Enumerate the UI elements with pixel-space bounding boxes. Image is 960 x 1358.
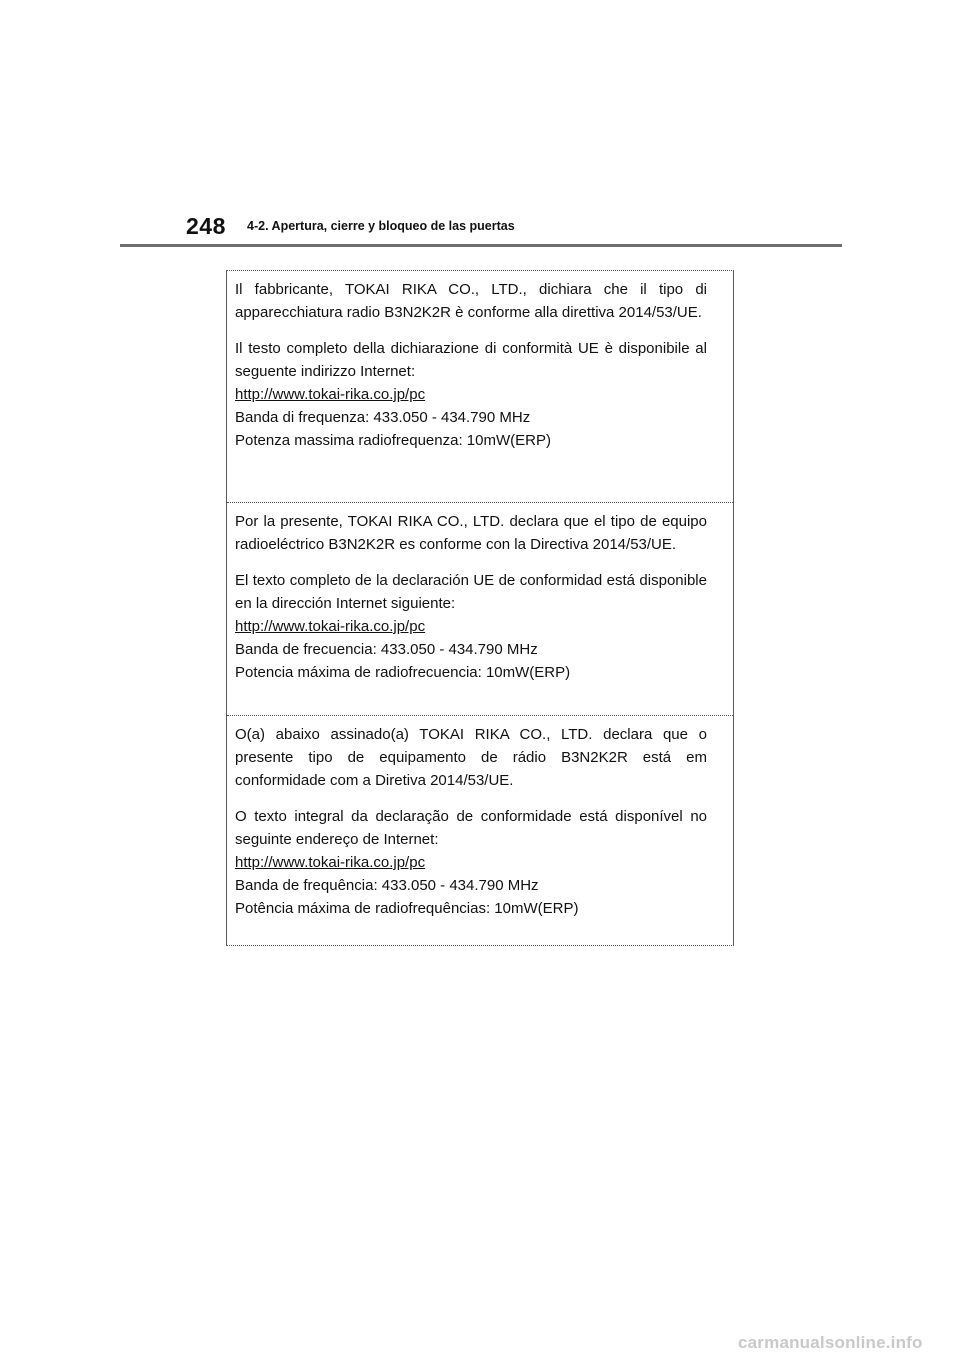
- declaration-block-spanish: [227, 503, 733, 716]
- declaration-block-portuguese: [227, 716, 733, 945]
- max-power: Potência máxima de radiofrequências: 10mW(ERP): [235, 900, 579, 917]
- declaration-box: [226, 270, 734, 946]
- frequency-band: Banda de frecuencia: 433.050 - 434.790 MHz: [235, 641, 538, 658]
- page-number: 248: [186, 213, 226, 239]
- declaration-block-italian: [227, 271, 733, 503]
- declaration-statement: O(a) abaixo assinado(a) TOKAI RIKA CO., LTD. declara que o presente tipo de equipamento de rádio B3N2K2R está em conformidade com a Diretiva 2014/53/UE.: [235, 726, 707, 789]
- declaration-statement: Por la presente, TOKAI RIKA CO., LTD. declara que el tipo de equipo radioeléctrico B3N2K2R es conforme con la Directiva 2014/53/UE.: [235, 513, 707, 553]
- declaration-link[interactable]: http://www.tokai-rika.co.jp/pc: [235, 618, 426, 635]
- max-power: Potenza massima radiofrequenza: 10mW(ERP): [235, 432, 551, 449]
- max-power: Potencia máxima de radiofrecuencia: 10mW(ERP): [235, 664, 571, 681]
- full-text-note: El texto completo de la declaración UE de conformidad está disponible en la dirección Internet siguiente:: [235, 572, 707, 612]
- declaration-link[interactable]: http://www.tokai-rika.co.jp/pc: [235, 854, 426, 871]
- site-watermark: carmanualsonline.info: [738, 1333, 923, 1352]
- declaration-link[interactable]: http://www.tokai-rika.co.jp/pc: [235, 386, 426, 403]
- declaration-statement: Il fabbricante, TOKAI RIKA CO., LTD., dichiara che il tipo di apparecchiatura radio B3N2K2R è conforme alla direttiva 2014/53/UE.: [235, 281, 707, 321]
- full-text-note: Il testo completo della dichiarazione di conformità UE è disponibile al seguente indirizzo Internet:: [235, 340, 707, 380]
- frequency-band: Banda de frequência: 433.050 - 434.790 MHz: [235, 877, 539, 894]
- header-rule: [120, 244, 842, 247]
- section-title: 4-2. Apertura, cierre y bloqueo de las puertas: [247, 219, 515, 233]
- frequency-band: Banda di frequenza: 433.050 - 434.790 MHz: [235, 409, 531, 426]
- full-text-note: O texto integral da declaração de conformidade está disponível no seguinte endereço de Internet:: [235, 808, 707, 848]
